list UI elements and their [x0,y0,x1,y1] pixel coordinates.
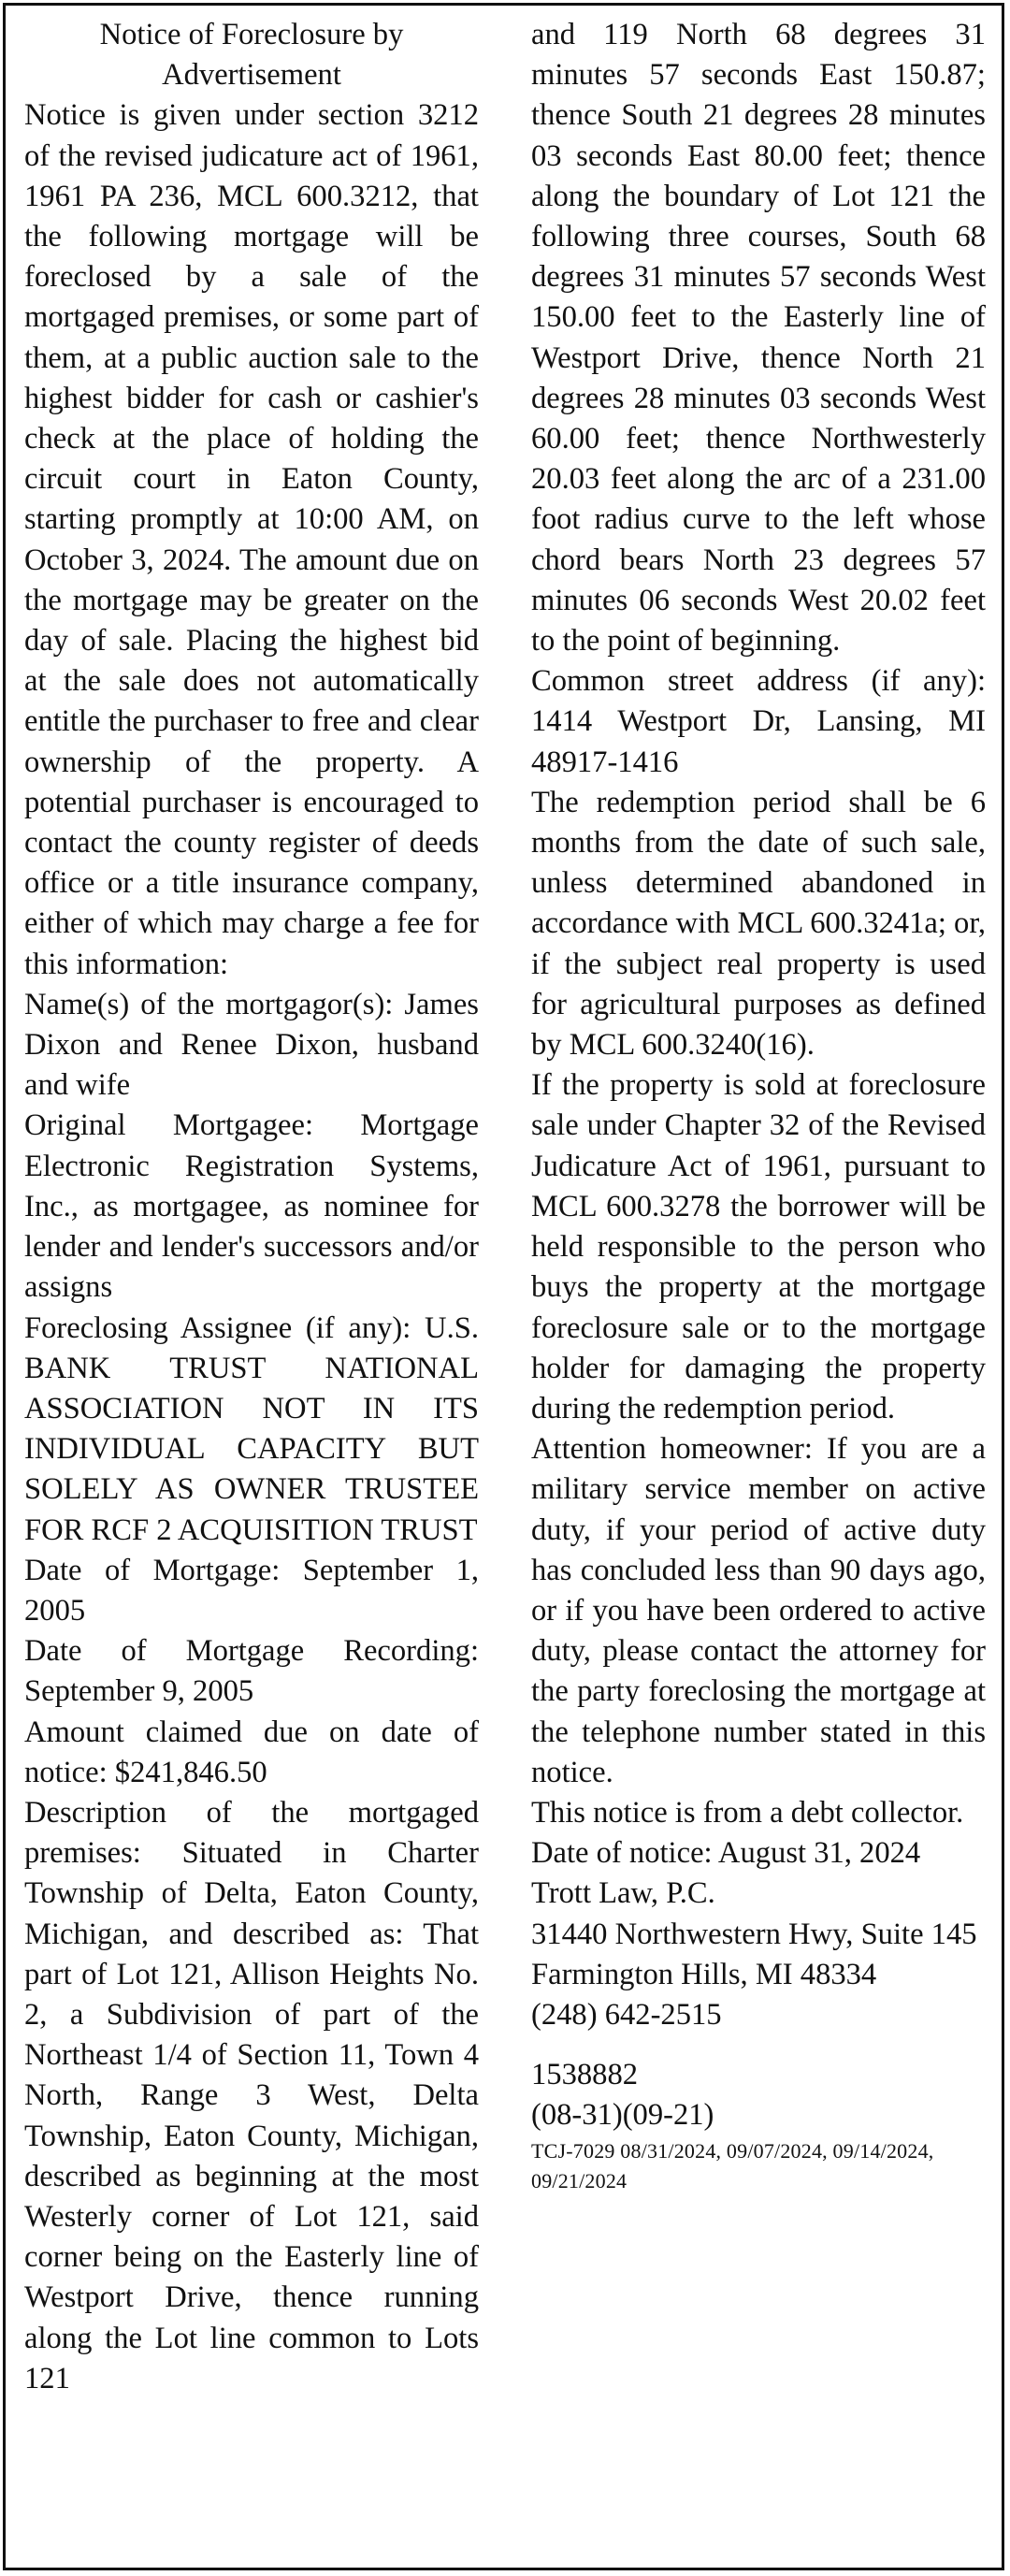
street-address: Common street address (if any): 1414 Westport Dr, Lansing, MI 48917-1416 [531,664,986,779]
mortgage-date: Date of Mortgage: September 1, 2005 [24,1553,479,1628]
run-dates: (08-31)(09-21) [531,2098,714,2133]
law-firm-city: Farmington Hills, MI 48334 [531,1957,877,1991]
law-firm-name: Trott Law, P.C. [531,1876,715,1911]
spacer [531,2035,986,2055]
premises-description-continued: and 119 North 68 degrees 31 minutes 57 seconds East 150.87; thence South 21 degrees 28 minutes 03 seconds East 80.00 feet; thence along the boundary of Lot 121 the following three courses, South 68 degrees 31 minutes 57 seconds West 150.00 feet to the Easterly line of Westport Drive, thence North 21 degrees 28 minutes 03 seconds West 60.00 feet; thence Northwesterly 20.03 feet along the arc of a 231.00 foot radius curve to the left whose chord bears North 23 degrees 57 minutes 06 seconds West 20.02 feet to the point of beginning. [531,18,986,658]
reference-number: 1538882 [531,2058,639,2092]
notice-title: Notice of Foreclosure by Advertisement [99,18,404,93]
notice-columns [24,15,986,2399]
premises-description: Description of the mortgaged premises: Situated in Charter Township of Delta, Eaton County, Michigan, and described as: That part of Lot 121, Allison Heights No. 2, a Subdivision of part of the Northeast 1/4 of Section 11, Town 4 North, Range 3 West, Delta Township, Eaton County, Michigan, described as beginning at the most Westerly corner of Lot 121, said corner being on the Easterly line of Westport Drive, thence running along the Lot line common to Lots 121 [24,1795,479,2395]
borrower-responsibility: If the property is sold at foreclosure sale under Chapter 32 of the Revised Judicature Act of 1961, pursuant to MCL 600.3278 the borrower will be held responsible to the person who buys the property at the mortgage foreclosure sale or to the mortgage holder for damaging the property during the redemption period. [531,1068,986,1425]
right-column [531,15,986,2399]
publication-tag: TCJ-7029 08/31/2024, 09/07/2024, 09/14/2024, 09/21/2024 [531,2138,934,2192]
date-of-notice: Date of notice: August 31, 2024 [531,1836,921,1871]
foreclosing-assignee: Foreclosing Assignee (if any): U.S. BANK TRUST NATIONAL ASSOCIATION NOT IN ITS INDIVIDUAL CAPACITY BUT SOLELY AS OWNER TRUSTEE FOR RCF 2 ACQUISITION TRUST [24,1310,479,1547]
original-mortgagee: Original Mortgagee: Mortgage Electronic Registration Systems, Inc., as mortgagee, as nominee for lender and lender's successors and/or assigns [24,1108,479,1305]
amount-claimed-due: Amount claimed due on date of notice: $241,846.50 [24,1715,479,1789]
left-column [24,15,479,2399]
mortgage-recording-date: Date of Mortgage Recording: September 9, 2005 [24,1634,479,1709]
military-notice: Attention homeowner: If you are a military service member on active duty, if your period of active duty has concluded less than 90 days ago, or if you have been ordered to active duty, please contact the attorney for the party foreclosing the mortgage at the telephone number stated in this notice. [531,1432,986,1789]
law-firm-phone: (248) 642-2515 [531,1997,722,2032]
debt-collector-statement: This notice is from a debt collector. [531,1795,964,1830]
redemption-period: The redemption period shall be 6 months from the date of such sale, unless determined abandoned in accordance with MCL 600.3241a; or, if the subject real property is used for agricultural purposes as defined by MCL 600.3240(16). [531,785,987,1063]
notice-intro-paragraph: Notice is given under section 3212 of the revised judicature act of 1961, 1961 PA 236, MCL 600.3212, that the following mortgage will be foreclosed by a sale of the mortgaged premises, or some part of them, at a public auction sale to the highest bidder for cash or cashier's check at the place of holding the circuit court in Eaton County, starting promptly at 10:00 AM, on October 3, 2024. The amount due on the mortgage may be greater on the day of sale. Placing the highest bid at the sale does not automatically entitle the purchaser to free and clear ownership of the property. A potential purchaser is encouraged to contact the county register of deeds office or a title insurance company, either of which may charge a fee for this information: [24,98,479,981]
law-firm-street: 31440 Northwestern Hwy, Suite 145 [531,1917,977,1951]
mortgagor-names: Name(s) of the mortgagor(s): James Dixon and Renee Dixon, husband and wife [24,987,479,1103]
